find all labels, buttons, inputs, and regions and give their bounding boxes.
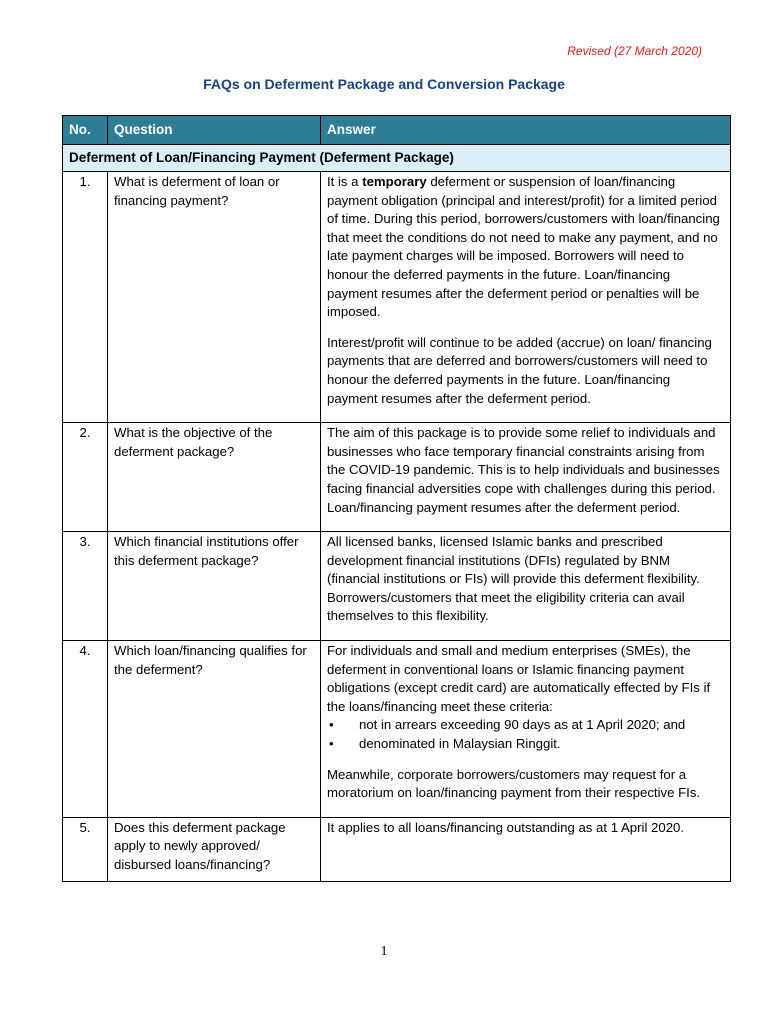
- column-header-answer: Answer: [321, 116, 731, 145]
- document-title: FAQs on Deferment Package and Conversion Package: [203, 76, 565, 92]
- emphasis-temporary: temporary: [362, 174, 427, 189]
- faq-table: [62, 115, 731, 882]
- row-question: Does this deferment package apply to newly approved/ disbursed loans/financing?: [108, 817, 321, 881]
- criteria-list: [327, 716, 724, 753]
- list-item: • not in arrears exceeding 90 days as at 1 April 2020; and: [327, 716, 724, 735]
- answer-paragraph: It is a temporary deferment or suspension of loan/financing payment obligation (principal and interest/profit) for a limited period of time. During this period, borrowers/customers with loan/financing that meet the conditions do not need to make any payment, and no late payment charges will be imposed. Borrowers will need to honour the deferred payments in the future. Loan/financing payment resumes after the deferment period or penalties will be imposed.: [327, 174, 720, 320]
- revised-date: Revised (27 March 2020): [567, 44, 702, 58]
- answer-paragraph: For individuals and small and medium enterprises (SMEs), the deferment in conventional loans or Islamic financing payment obligations (except credit card) are automatically effected by FIs if the loans/financing meet these criteria:: [327, 643, 711, 714]
- answer-paragraph: It applies to all loans/financing outstanding as at 1 April 2020.: [327, 819, 685, 835]
- table-row: [63, 172, 731, 423]
- table-row: [63, 423, 731, 532]
- row-number: 1.: [63, 172, 108, 423]
- row-answer: [321, 423, 731, 532]
- row-number: 3.: [63, 532, 108, 641]
- column-header-no: No.: [63, 116, 108, 145]
- table-row: [63, 817, 731, 881]
- row-question: Which loan/financing qualifies for the deferment?: [108, 641, 321, 818]
- page-number: 1: [380, 944, 388, 959]
- row-answer: [321, 172, 731, 423]
- row-question: What is deferment of loan or financing payment?: [108, 172, 321, 423]
- table-header-row: [63, 116, 731, 145]
- section-title: Deferment of Loan/Financing Payment (Deferment Package): [63, 145, 731, 172]
- answer-paragraph: Meanwhile, corporate borrowers/customers may request for a moratorium on loan/financing payment from their respective FIs.: [327, 766, 701, 801]
- table-row: [63, 641, 731, 818]
- table-row: [63, 532, 731, 641]
- column-header-question: Question: [108, 116, 321, 145]
- answer-paragraph: The aim of this package is to provide some relief to individuals and businesses who face temporary financial constraints arising from the COVID-19 pandemic. This is to help individuals and businesses facing financial adversities cope with challenges during this period. Loan/financing payment resumes after the deferment period.: [327, 425, 720, 515]
- answer-paragraph: All licensed banks, licensed Islamic banks and prescribed development financial institutions (DFIs) regulated by BNM (financial institutions or FIs) will provide this deferment flexibility. Borrowers/customers that meet the eligibility criteria can avail themselves to this flexibility.: [327, 534, 700, 624]
- row-answer: [321, 641, 731, 818]
- row-answer: [321, 817, 731, 881]
- row-number: 4.: [63, 641, 108, 818]
- row-number: 5.: [63, 817, 108, 881]
- row-question: What is the objective of the deferment package?: [108, 423, 321, 532]
- list-item: • denominated in Malaysian Ringgit.: [327, 735, 724, 754]
- row-number: 2.: [63, 423, 108, 532]
- row-question: Which financial institutions offer this deferment package?: [108, 532, 321, 641]
- row-answer: [321, 532, 731, 641]
- answer-paragraph: Interest/profit will continue to be added (accrue) on loan/ financing payments that are deferred and borrowers/customers will need to honour the deferred payments in the future. Loan/financing payment resumes after the deferment period.: [327, 334, 712, 406]
- section-row: [63, 145, 731, 172]
